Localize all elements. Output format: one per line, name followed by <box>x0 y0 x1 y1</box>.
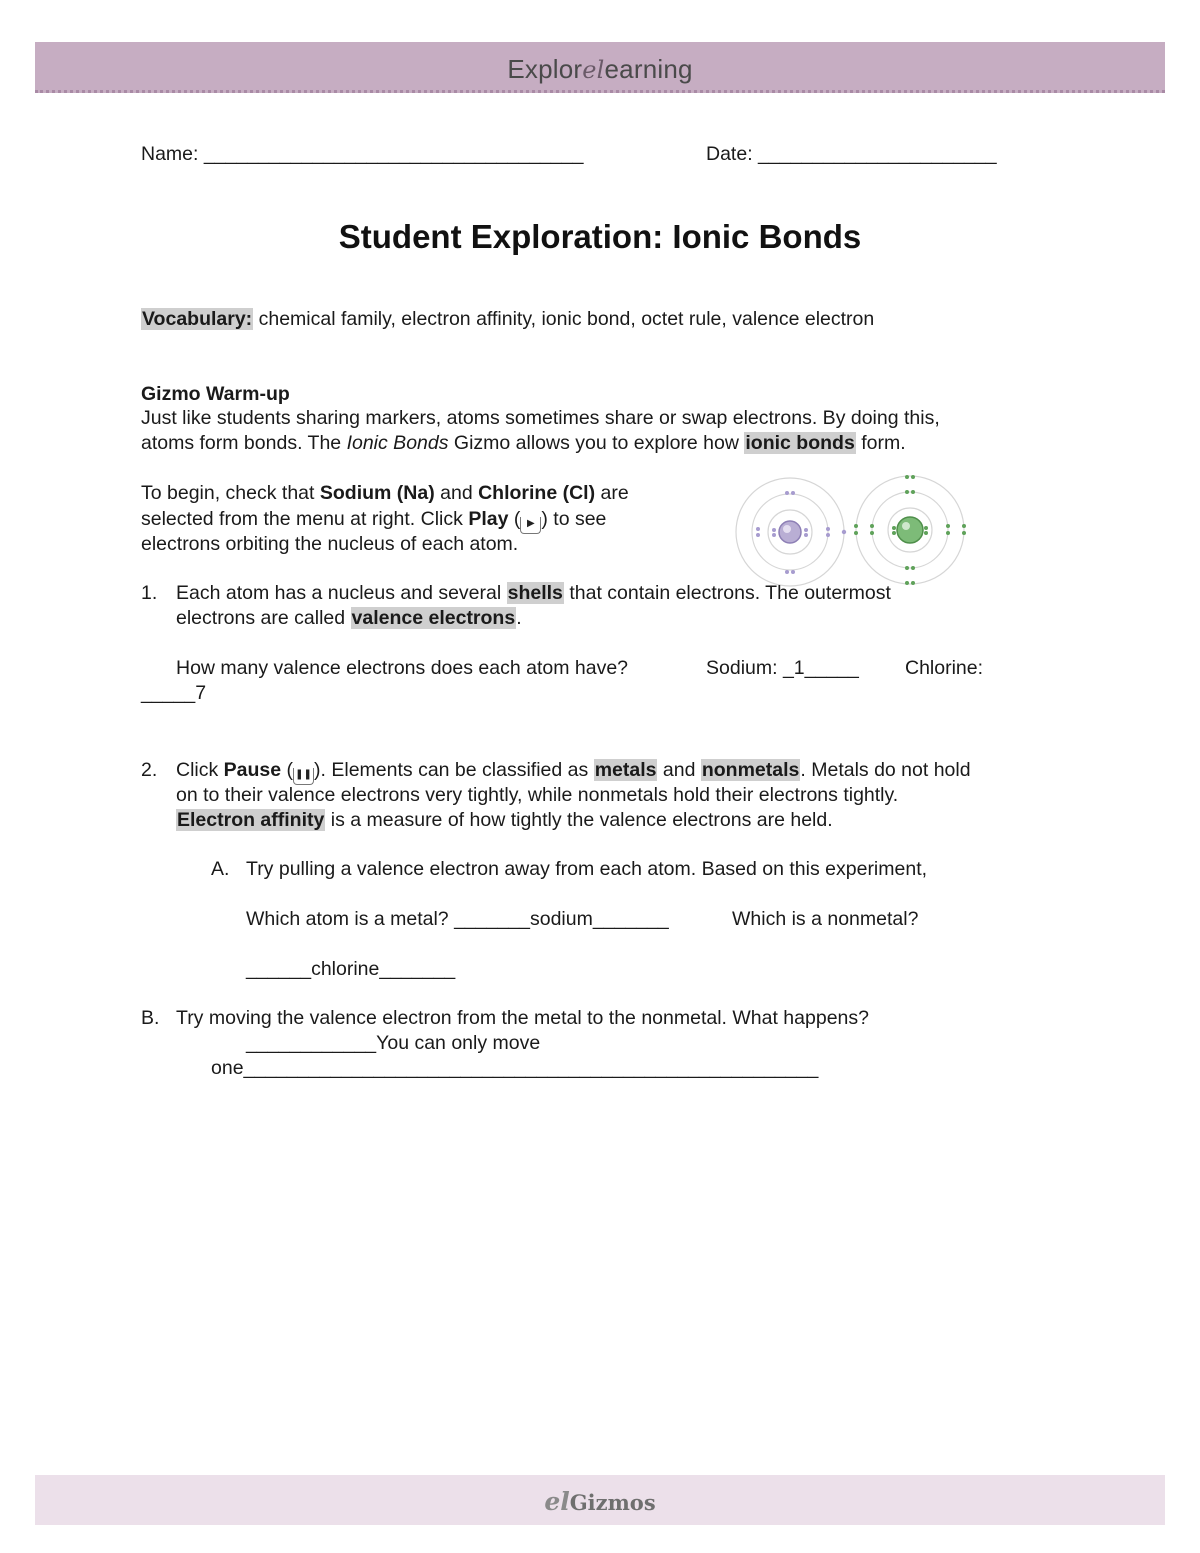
q2a-text: Try pulling a valence electron away from each atom. Based on this experiment, <box>246 858 928 880</box>
q1-number: 1. <box>141 582 158 604</box>
name-blank: ___________________________________ <box>203 143 584 165</box>
q2a-metal-answer: Which atom is a metal? _______sodium_______ <box>246 908 669 930</box>
q2a-nonmetal-answer: ______chlorine_______ <box>246 958 456 980</box>
date-label: Date: <box>706 143 759 165</box>
begin-line-2: selected from the menu at right. Click Play ( ▶ ) to see <box>141 507 606 534</box>
chlorine-atom-illustration <box>854 475 966 585</box>
q2b-answer-line-2: one_____________________________________________________ <box>211 1057 819 1079</box>
name-label: Name: <box>141 143 204 165</box>
sodium-answer: _1_____ <box>782 657 859 679</box>
date-blank: ______________________ <box>758 143 997 165</box>
vocabulary-line <box>141 307 874 332</box>
q1-sodium: Sodium: _1_____ <box>706 657 859 679</box>
q2-line-2: on to their valence electrons very tightly, while nonmetals hold their electrons tightly. <box>176 784 899 806</box>
nonmetals-term: nonmetals <box>701 759 800 781</box>
chlorine-answer: _____7 <box>141 682 207 704</box>
q1-line-1: Each atom has a nucleus and several shells that contain electrons. The outermost <box>176 582 891 604</box>
atoms-illustration <box>730 470 975 590</box>
begin-line-1: To begin, check that Sodium (Na) and Chlorine (Cl) are <box>141 482 629 504</box>
shells-term: shells <box>507 582 563 604</box>
footer-band <box>35 1475 1165 1525</box>
begin-line-3: electrons orbiting the nucleus of each atom. <box>141 533 519 555</box>
q2a-label: A. <box>211 858 230 880</box>
metals-term: metals <box>594 759 657 781</box>
warmup-line-1: Just like students sharing markers, atoms sometimes share or swap electrons. By doing this, <box>141 407 940 429</box>
gizmos-logo: elGizmos <box>544 1487 656 1516</box>
q2b-text: Try moving the valence electron from the metal to the nonmetal. What happens? <box>176 1007 869 1029</box>
q1-question: How many valence electrons does each atom have? <box>176 657 629 679</box>
header-band <box>35 42 1165 93</box>
q1-chlorine-label: Chlorine: <box>905 657 984 679</box>
q2-line-1: Click Pause ( ❚❚ ). Elements can be classified as metals and nonmetals. Metals do not hold <box>176 758 971 785</box>
q1-line-2: electrons are called valence electrons. <box>176 607 522 629</box>
play-button-icon: ▶ <box>520 517 541 534</box>
explorelearning-logo: Explorelearning <box>507 54 693 84</box>
vocabulary-terms: chemical family, electron affinity, ionic bond, octet rule, valence electron <box>253 308 875 330</box>
vocabulary-label: Vocabulary: <box>142 308 253 330</box>
q2b-label: B. <box>141 1007 160 1029</box>
date-field <box>706 142 997 167</box>
warmup-line-2: atoms form bonds. The Ionic Bonds Gizmo allows you to explore how ionic bonds form. <box>141 432 906 454</box>
q2-line-3: Electron affinity is a measure of how tightly the valence electrons are held. <box>177 809 833 831</box>
electron-affinity-term: Electron affinity <box>177 809 325 831</box>
ionic-bonds-term: ionic bonds <box>745 432 855 454</box>
q2a-nonmetal-question: Which is a nonmetal? <box>732 908 919 930</box>
page-title: Student Exploration: Ionic Bonds <box>338 218 862 255</box>
pause-button-icon: ❚❚ <box>293 768 314 785</box>
valence-electrons-term: valence electrons <box>351 607 516 629</box>
name-field <box>141 142 583 167</box>
q2b-answer-line-1: ____________You can only move <box>246 1032 541 1054</box>
sodium-atom-illustration <box>736 478 846 586</box>
warmup-heading: Gizmo Warm-up <box>141 383 290 405</box>
q2-number: 2. <box>141 759 158 781</box>
